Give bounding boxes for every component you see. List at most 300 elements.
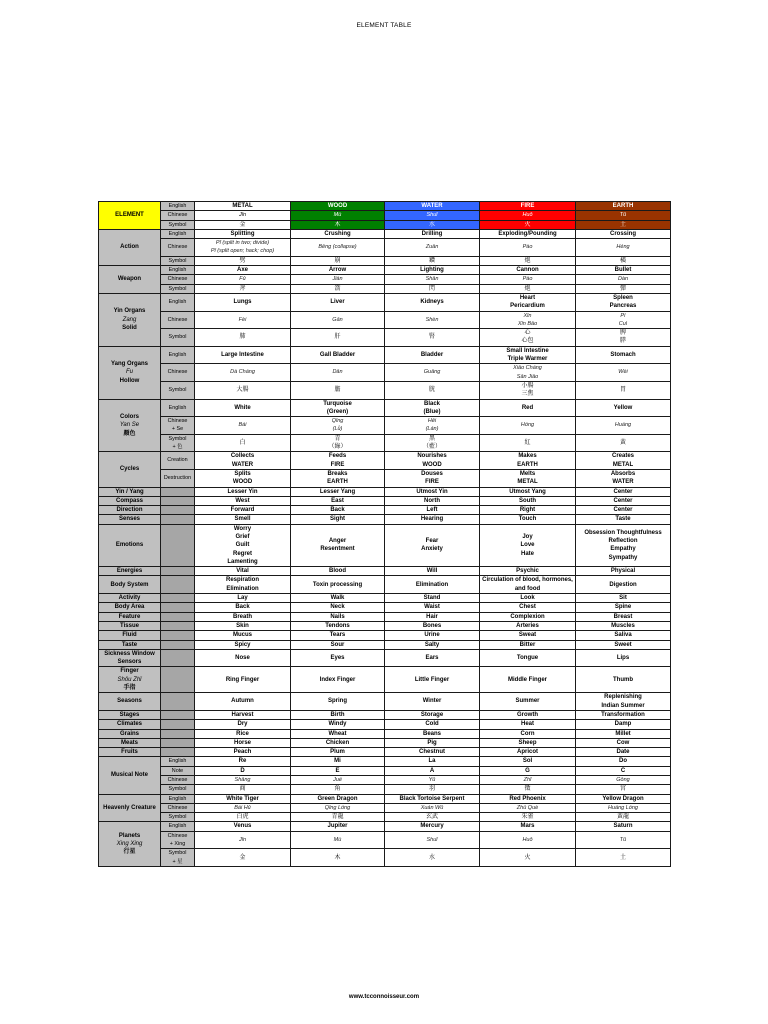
cell-earth: Wèi <box>576 364 671 382</box>
cell-wood: 木 <box>291 220 385 229</box>
category-label <box>99 524 161 566</box>
table-row <box>99 720 671 729</box>
category-label <box>99 710 161 719</box>
cell-water: Will <box>385 567 480 576</box>
cell-wood: Toxin processing <box>291 576 385 594</box>
cell-metal: Smell <box>195 515 291 524</box>
cell-wood: 膽 <box>291 381 385 399</box>
table-row <box>99 239 671 257</box>
cell-earth: Tǔ <box>576 211 671 220</box>
table-row <box>99 621 671 630</box>
category-label-line: Finger <box>120 668 139 675</box>
row-label: Symbol + 色 <box>161 434 195 452</box>
cell-wood: Qīng Lóng <box>291 803 385 812</box>
cell-metal: Nose <box>195 649 291 667</box>
cell-fire: Utmost Yang <box>480 487 576 496</box>
cell-fire: Huǒ <box>480 211 576 220</box>
cell-wood: 角 <box>291 785 385 794</box>
row-label-empty <box>161 729 195 738</box>
cell-earth: Huáng <box>576 417 671 435</box>
category-label-line: Fruits <box>121 749 138 756</box>
cell-wood: Windy <box>291 720 385 729</box>
cell-fire: Middle Finger <box>480 667 576 693</box>
cell-metal: Mucus <box>195 631 291 640</box>
cell-earth: Bullet <box>576 266 671 275</box>
table-row <box>99 364 671 382</box>
cell-metal: Lungs <box>195 293 291 311</box>
cell-earth: Tǔ <box>576 831 671 849</box>
category-label-line: Stages <box>119 711 140 718</box>
cell-earth: Thumb <box>576 667 671 693</box>
cell-earth: Gōng <box>576 776 671 785</box>
cell-water: 羽 <box>385 785 480 794</box>
category-label <box>99 399 161 452</box>
cell-earth: Héng <box>576 239 671 257</box>
category-label-line: 手指 <box>123 685 136 692</box>
table-row <box>99 417 671 435</box>
cell-metal: Lay <box>195 594 291 603</box>
table-row <box>99 506 671 515</box>
cell-wood: Liver <box>291 293 385 311</box>
cell-wood: Mù <box>291 831 385 849</box>
cell-wood: Turquoise (Green) <box>291 399 385 417</box>
cell-wood: Nails <box>291 612 385 621</box>
cell-fire: 小腸 三焦 <box>480 381 576 399</box>
cell-water: 胱 <box>385 381 480 399</box>
cell-water: WATER <box>385 202 480 211</box>
cell-water: Xuán Wǔ <box>385 803 480 812</box>
cell-earth: Center <box>576 487 671 496</box>
cell-fire: 心 心包 <box>480 329 576 347</box>
element-table-body <box>99 202 671 867</box>
cell-fire: Pào <box>480 275 576 284</box>
cell-fire: 紅 <box>480 434 576 452</box>
cell-metal: METAL <box>195 202 291 211</box>
cell-metal: Collects WATER <box>195 452 291 470</box>
cell-metal: Back <box>195 603 291 612</box>
cell-fire: Melts METAL <box>480 469 576 487</box>
row-label-empty <box>161 621 195 630</box>
cell-fire: Summer <box>480 693 576 711</box>
cell-metal: 商 <box>195 785 291 794</box>
cell-metal: Bái Hǔ <box>195 803 291 812</box>
row-label-empty <box>161 748 195 757</box>
row-label-empty <box>161 515 195 524</box>
cell-metal: Breath <box>195 612 291 621</box>
cell-water: Lighting <box>385 266 480 275</box>
table-row <box>99 603 671 612</box>
element-table <box>98 201 671 867</box>
cell-fire: Mars <box>480 822 576 831</box>
cell-wood: 青龍 <box>291 813 385 822</box>
cell-wood: Dǎn <box>291 364 385 382</box>
row-label: English <box>161 202 195 211</box>
cell-earth: 黃 <box>576 434 671 452</box>
category-label <box>99 693 161 711</box>
category-label <box>99 649 161 667</box>
row-label-empty <box>161 720 195 729</box>
cell-fire: Corn <box>480 729 576 738</box>
table-row <box>99 496 671 505</box>
category-label <box>99 576 161 594</box>
cell-fire: Right <box>480 506 576 515</box>
category-label-line: Yan Se <box>119 422 140 429</box>
cell-water: Hēi (Lán) <box>385 417 480 435</box>
cell-wood: Lesser Yang <box>291 487 385 496</box>
cell-water: Douses FIRE <box>385 469 480 487</box>
cell-wood: Gall Bladder <box>291 346 385 364</box>
row-label: Symbol <box>161 256 195 265</box>
cell-earth: Saturn <box>576 822 671 831</box>
cell-metal: Skin <box>195 621 291 630</box>
table-row <box>99 757 671 766</box>
cell-wood: 青 （綠） <box>291 434 385 452</box>
cell-water: Chestnut <box>385 748 480 757</box>
row-label: Destruction <box>161 469 195 487</box>
cell-wood: Neck <box>291 603 385 612</box>
table-row <box>99 729 671 738</box>
cell-water: 黑 （藍） <box>385 434 480 452</box>
table-row <box>99 346 671 364</box>
cell-earth: Sweet <box>576 640 671 649</box>
cell-wood: Blood <box>291 567 385 576</box>
cell-water: Beans <box>385 729 480 738</box>
cell-water: Drilling <box>385 229 480 238</box>
cell-earth: 胃 <box>576 381 671 399</box>
cell-metal: Venus <box>195 822 291 831</box>
cell-metal: Dry <box>195 720 291 729</box>
category-label-line: Compass <box>115 497 143 504</box>
cell-wood: Jupiter <box>291 822 385 831</box>
category-label-line: Zang <box>122 316 137 323</box>
category-label <box>99 266 161 294</box>
table-row <box>99 293 671 311</box>
cell-earth: Center <box>576 496 671 505</box>
category-label <box>99 594 161 603</box>
table-row <box>99 776 671 785</box>
cell-fire: South <box>480 496 576 505</box>
cell-wood: Walk <box>291 594 385 603</box>
cell-earth: 橫 <box>576 256 671 265</box>
cell-fire: Apricot <box>480 748 576 757</box>
table-row <box>99 710 671 719</box>
cell-fire: Xīn Xīn Bāo <box>480 311 576 329</box>
category-label-line: Sickness Window Sensors <box>104 650 155 666</box>
category-label-line: Hollow <box>119 377 140 384</box>
cell-fire: Xiǎo Cháng Sān Jiāo <box>480 364 576 382</box>
cell-fire: Pào <box>480 239 576 257</box>
cell-earth: Breast <box>576 612 671 621</box>
cell-wood: 崩 <box>291 256 385 265</box>
cell-wood: 肝 <box>291 329 385 347</box>
cell-wood: Anger Resentment <box>291 524 385 566</box>
row-label: English <box>161 229 195 238</box>
row-label-empty <box>161 496 195 505</box>
cell-metal: Re <box>195 757 291 766</box>
table-row <box>99 766 671 775</box>
category-label-line: Tissue <box>120 622 139 629</box>
cell-metal: 大腸 <box>195 381 291 399</box>
category-label-line: Heavenly Creature <box>103 804 156 811</box>
table-row <box>99 693 671 711</box>
cell-metal: Autumn <box>195 693 291 711</box>
table-row <box>99 229 671 238</box>
cell-water: Shuǐ <box>385 831 480 849</box>
table-row <box>99 399 671 417</box>
cell-metal: Jīn <box>195 831 291 849</box>
row-label: Symbol <box>161 785 195 794</box>
category-label-line: Musical Note <box>110 772 148 779</box>
category-label <box>99 794 161 822</box>
table-row <box>99 612 671 621</box>
cell-metal: Splits WOOD <box>195 469 291 487</box>
cell-water: Hair <box>385 612 480 621</box>
cell-water: Urine <box>385 631 480 640</box>
category-label-line: Colors <box>119 413 139 420</box>
category-label-line: Xing Xing <box>116 841 143 848</box>
table-row <box>99 649 671 667</box>
cell-earth: Sit <box>576 594 671 603</box>
category-label-line: Body System <box>110 581 149 588</box>
cell-earth: Replenishing Indian Summer <box>576 693 671 711</box>
cell-metal: Rice <box>195 729 291 738</box>
cell-earth: 脾 膵 <box>576 329 671 347</box>
category-label-line: Energies <box>116 568 143 575</box>
cell-water: Little Finger <box>385 667 480 693</box>
cell-fire: Huǒ <box>480 831 576 849</box>
category-label <box>99 757 161 794</box>
cell-water: Bones <box>385 621 480 630</box>
cell-earth: Lips <box>576 649 671 667</box>
row-label: English <box>161 346 195 364</box>
cell-metal: White <box>195 399 291 417</box>
row-label-empty <box>161 487 195 496</box>
cell-water: Zuān <box>385 239 480 257</box>
cell-metal: Forward <box>195 506 291 515</box>
cell-wood: Tears <box>291 631 385 640</box>
row-label-empty <box>161 738 195 747</box>
cell-metal: Harvest <box>195 710 291 719</box>
row-label-empty <box>161 649 195 667</box>
row-label: Chinese <box>161 211 195 220</box>
footer-url: www.tcconnoisseur.com <box>348 994 420 1000</box>
table-row <box>99 640 671 649</box>
category-label <box>99 612 161 621</box>
table-row <box>99 284 671 293</box>
cell-fire: Circulation of blood, hormones, and food <box>480 576 576 594</box>
cell-metal: Respiration Elimination <box>195 576 291 594</box>
row-label-empty <box>161 506 195 515</box>
cell-fire: Red <box>480 399 576 417</box>
cell-metal: Splitting <box>195 229 291 238</box>
category-label-line: Action <box>120 244 139 251</box>
row-label: English <box>161 293 195 311</box>
cell-fire: Look <box>480 594 576 603</box>
cell-metal: Fèi <box>195 311 291 329</box>
category-label <box>99 603 161 612</box>
table-row <box>99 576 671 594</box>
cell-water: Hearing <box>385 515 480 524</box>
cell-earth: Transformation <box>576 710 671 719</box>
cell-earth: Date <box>576 748 671 757</box>
cell-earth: Physical <box>576 567 671 576</box>
cell-earth: Spine <box>576 603 671 612</box>
table-row <box>99 524 671 566</box>
cell-metal: Bái <box>195 417 291 435</box>
table-row <box>99 452 671 470</box>
category-label-line: ELEMENT <box>115 212 144 219</box>
cell-wood: Breaks EARTH <box>291 469 385 487</box>
row-label: English <box>161 757 195 766</box>
row-label: Symbol <box>161 220 195 229</box>
cell-water: 閃 <box>385 284 480 293</box>
table-row <box>99 434 671 452</box>
category-label <box>99 452 161 487</box>
cell-metal: Pǐ (split in two; divide) Pī (split open; hack; chop) <box>195 239 291 257</box>
cell-earth: Damp <box>576 720 671 729</box>
cell-water: Shǎn <box>385 275 480 284</box>
table-row <box>99 785 671 794</box>
row-label: English <box>161 399 195 417</box>
cell-earth: Dàn <box>576 275 671 284</box>
cell-water: 玄武 <box>385 813 480 822</box>
cell-earth: Millet <box>576 729 671 738</box>
cell-metal: 金 <box>195 220 291 229</box>
row-label: Chinese + Se <box>161 417 195 435</box>
cell-water: Bladder <box>385 346 480 364</box>
cell-wood: Jiàn <box>291 275 385 284</box>
cell-water: Black (Blue) <box>385 399 480 417</box>
cell-wood: Spring <box>291 693 385 711</box>
cell-earth: C <box>576 766 671 775</box>
cell-wood: Chicken <box>291 738 385 747</box>
cell-earth: 土 <box>576 220 671 229</box>
cell-metal: 白 <box>195 434 291 452</box>
cell-fire: 徵 <box>480 785 576 794</box>
cell-fire: 火 <box>480 220 576 229</box>
category-label-line: Feature <box>118 613 141 620</box>
category-label <box>99 748 161 757</box>
table-row <box>99 211 671 220</box>
cell-earth: Taste <box>576 515 671 524</box>
cell-fire: Tongue <box>480 649 576 667</box>
cell-wood: Tendons <box>291 621 385 630</box>
cell-metal: D <box>195 766 291 775</box>
row-label-empty <box>161 693 195 711</box>
category-label-line: Climates <box>116 721 142 728</box>
cell-water: Guāng <box>385 364 480 382</box>
table-row <box>99 849 671 867</box>
row-label: Symbol + 星 <box>161 849 195 867</box>
category-label-line: Taste <box>121 641 138 648</box>
cell-metal: Horse <box>195 738 291 747</box>
category-label-line: Solid <box>122 325 137 331</box>
cell-earth: Huáng Lóng <box>576 803 671 812</box>
category-label <box>99 822 161 866</box>
cell-fire: 朱雀 <box>480 813 576 822</box>
cell-earth: EARTH <box>576 202 671 211</box>
cell-metal: Dà Cháng <box>195 364 291 382</box>
category-label <box>99 229 161 265</box>
cell-water: Yǔ <box>385 776 480 785</box>
cell-fire: Bitter <box>480 640 576 649</box>
cell-wood: Jué <box>291 776 385 785</box>
cell-fire: Hóng <box>480 417 576 435</box>
table-row <box>99 266 671 275</box>
cell-earth: Creates METAL <box>576 452 671 470</box>
cell-fire: Makes EARTH <box>480 452 576 470</box>
cell-wood: Bēng (collapse) <box>291 239 385 257</box>
row-label-empty <box>161 576 195 594</box>
cell-fire: Cannon <box>480 266 576 275</box>
category-label <box>99 506 161 515</box>
row-label-empty <box>161 594 195 603</box>
cell-earth: Muscles <box>576 621 671 630</box>
cell-earth: Do <box>576 757 671 766</box>
category-label <box>99 667 161 693</box>
table-row <box>99 667 671 693</box>
category-label-line: Activity <box>118 595 141 602</box>
row-label: Chinese <box>161 275 195 284</box>
row-label: Chinese <box>161 239 195 257</box>
category-label <box>99 202 161 230</box>
cell-fire: Touch <box>480 515 576 524</box>
cell-fire: Sweat <box>480 631 576 640</box>
category-label <box>99 496 161 505</box>
cell-metal: West <box>195 496 291 505</box>
cell-water: Salty <box>385 640 480 649</box>
category-label-line: Cycles <box>119 466 140 473</box>
cell-wood: Sour <box>291 640 385 649</box>
row-label: Symbol <box>161 813 195 822</box>
category-label-line: Yin / Yang <box>115 488 144 495</box>
cell-earth: Spleen Pancreas <box>576 293 671 311</box>
row-label: Note <box>161 766 195 775</box>
table-row <box>99 469 671 487</box>
table-row <box>99 631 671 640</box>
cell-earth: 彈 <box>576 284 671 293</box>
cell-fire: Heart Pericardium <box>480 293 576 311</box>
category-label-line: Fluid <box>122 632 137 639</box>
cell-earth: Saliva <box>576 631 671 640</box>
category-label <box>99 346 161 399</box>
cell-water: Pig <box>385 738 480 747</box>
cell-water: Stand <box>385 594 480 603</box>
category-label-line: Senses <box>118 516 140 523</box>
row-label: Creation <box>161 452 195 470</box>
row-label-empty <box>161 524 195 566</box>
cell-water: 腎 <box>385 329 480 347</box>
row-label-empty <box>161 667 195 693</box>
cell-wood: E <box>291 766 385 775</box>
cell-water: 鑽 <box>385 256 480 265</box>
table-row <box>99 202 671 211</box>
cell-fire: Joy Love Hate <box>480 524 576 566</box>
cell-wood: Birth <box>291 710 385 719</box>
cell-earth: Obsession Thoughtfulness Reflection Empathy Sympathy <box>576 524 671 566</box>
table-row <box>99 794 671 803</box>
row-label: Symbol <box>161 329 195 347</box>
cell-earth: 黃龍 <box>576 813 671 822</box>
cell-water: Shèn <box>385 311 480 329</box>
cell-fire: Chest <box>480 603 576 612</box>
cell-metal: Peach <box>195 748 291 757</box>
table-row <box>99 748 671 757</box>
category-label <box>99 515 161 524</box>
cell-metal: Spicy <box>195 640 291 649</box>
table-row <box>99 803 671 812</box>
row-label-empty <box>161 640 195 649</box>
